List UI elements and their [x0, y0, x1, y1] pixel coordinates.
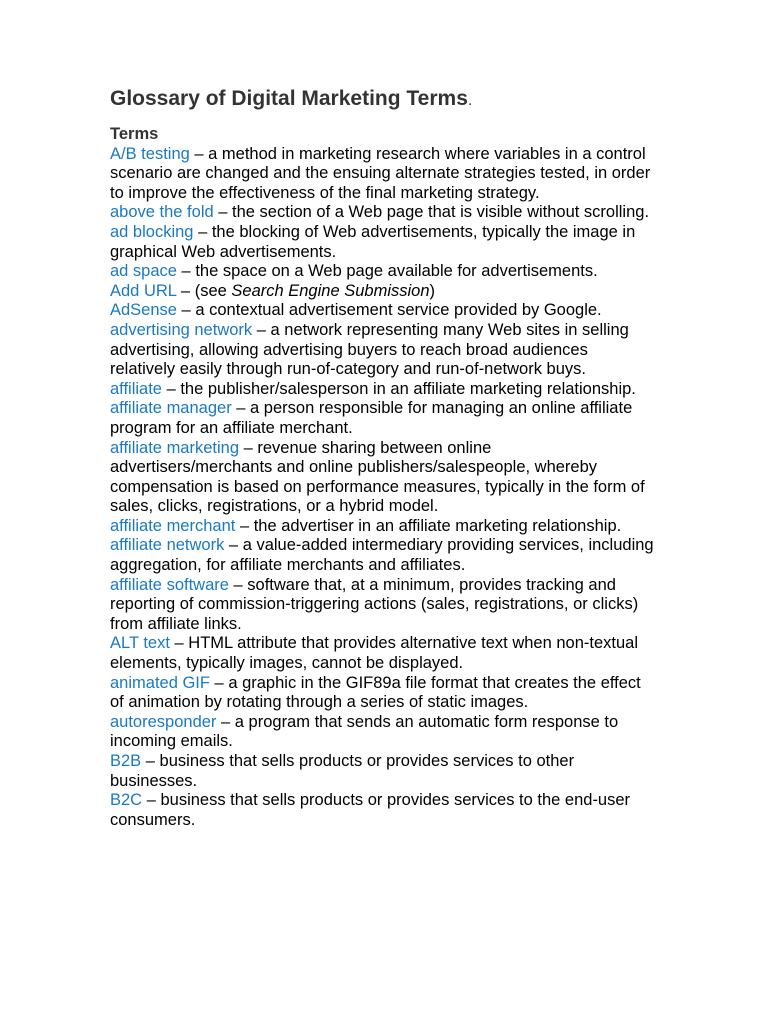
glossary-definition: HTML attribute that provides alternative text when non-textual elements, typically images, cannot be displayed. [110, 634, 638, 673]
glossary-definition: a program that sends an automatic form response to incoming emails. [110, 712, 619, 751]
glossary-entry [110, 380, 655, 400]
glossary-term-link[interactable]: affiliate network [110, 536, 225, 555]
term-separator: – [228, 575, 248, 594]
term-separator: – [176, 262, 196, 281]
definition-cross-reference: Search Engine Submission [231, 281, 430, 300]
glossary-definition: the advertiser in an affiliate marketing relationship. [253, 516, 622, 535]
term-separator: – [189, 144, 209, 163]
glossary-term-link[interactable]: A/B testing [110, 144, 190, 163]
term-separator: – [176, 281, 195, 300]
glossary-term-link[interactable]: above the fold [110, 203, 214, 222]
term-separator: – [231, 399, 251, 418]
glossary-term-link[interactable]: ALT text [110, 634, 170, 653]
term-separator: – [213, 203, 233, 222]
glossary-term-link[interactable]: AdSense [110, 301, 177, 320]
glossary-entry [110, 203, 655, 223]
glossary-term-link[interactable]: affiliate marketing [110, 438, 240, 457]
glossary-definition: business that sells products or provides services to the end-user consumers. [110, 791, 631, 829]
glossary-entry [110, 713, 655, 752]
glossary-entry [110, 282, 655, 302]
term-separator: – [142, 791, 161, 810]
definition-suffix: ) [429, 281, 436, 300]
definition-prefix: (see [194, 281, 232, 300]
glossary-term-link[interactable]: ad space [110, 262, 177, 281]
document-title-text: Glossary of Digital Marketing Terms [110, 87, 468, 110]
glossary-term-link[interactable]: affiliate manager [110, 399, 232, 418]
glossary-entry [110, 752, 655, 791]
glossary-term-link[interactable]: affiliate software [110, 575, 229, 594]
term-separator: – [193, 222, 212, 241]
glossary-entry [110, 674, 655, 713]
glossary-page [110, 84, 655, 830]
glossary-list [110, 145, 655, 831]
glossary-definition: a method in marketing research where variables in a control scenario are changed and the ensuing alternate strategies tested, in order to improve the effectiveness of the final marketing strategy. [110, 144, 651, 202]
glossary-entry [110, 145, 655, 204]
glossary-definition: the blocking of Web advertisements, typically the image in graphical Web advertisements. [110, 222, 636, 261]
glossary-definition: the publisher/salesperson in an affiliate marketing relationship. [180, 379, 636, 398]
glossary-entry [110, 517, 655, 537]
glossary-term-link[interactable]: animated GIF [110, 673, 210, 692]
term-separator: – [141, 752, 160, 770]
glossary-entry [110, 439, 655, 517]
glossary-entry [110, 262, 655, 282]
glossary-definition: the section of a Web page that is visible without scrolling. [232, 203, 650, 222]
glossary-entry [110, 399, 655, 438]
glossary-term-link[interactable]: ad blocking [110, 222, 194, 241]
term-separator: – [169, 634, 189, 653]
term-separator: – [176, 301, 196, 320]
term-separator: – [216, 712, 235, 731]
glossary-entry [110, 634, 655, 673]
glossary-definition: a network representing many Web sites in selling advertising, allowing advertising buyers to reach broad audiences relatively easily through run-of-category and run-of-network buys. [110, 320, 629, 379]
glossary-entry [110, 576, 655, 635]
glossary-definition: business that sells products or provides services to other businesses. [110, 752, 575, 790]
glossary-definition: a graphic in the GIF89a file format that creates the effect of animation by rotating through a series of static images. [110, 673, 641, 712]
term-separator: – [209, 673, 229, 692]
glossary-term-link[interactable]: advertising network [110, 320, 253, 339]
glossary-definition: a value-added intermediary providing services, including aggregation, for affiliate merchants and affiliates. [110, 536, 654, 575]
glossary-term-link[interactable]: Add URL [110, 281, 177, 300]
term-separator: – [239, 438, 258, 457]
glossary-entry [110, 223, 655, 262]
term-separator: – [252, 320, 271, 339]
glossary-entry [110, 321, 655, 380]
glossary-term-link[interactable]: autoresponder [110, 712, 217, 731]
section-heading-terms: Terms [110, 125, 159, 143]
document-title [110, 84, 655, 116]
glossary-definition: a person responsible for managing an online affiliate program for an affiliate merchant. [110, 399, 633, 437]
term-separator: – [224, 536, 243, 555]
glossary-entry [110, 791, 655, 830]
glossary-term-link[interactable]: B2B [110, 752, 142, 770]
glossary-entry [110, 536, 655, 575]
glossary-definition: revenue sharing between online advertisers/merchants and online publishers/salespeople, whereby compensation is based on performance measures, typically in the form of sales, clicks, registrations, or a hybrid model. [110, 438, 645, 516]
glossary-definition [195, 282, 435, 300]
glossary-entry [110, 301, 655, 321]
glossary-term-link[interactable]: B2C [110, 791, 143, 810]
glossary-term-link[interactable]: affiliate [110, 379, 162, 398]
glossary-definition: the space on a Web page available for advertisements. [195, 262, 598, 281]
glossary-definition: a contextual advertisement service provided by Google. [195, 301, 602, 320]
glossary-term-link[interactable]: affiliate merchant [110, 516, 236, 535]
document-title-suffix: . [467, 92, 473, 109]
glossary-definition: software that, at a minimum, provides tracking and reporting of commission-triggering actions (sales, registrations, or clicks) from affiliate links. [110, 575, 639, 633]
term-separator: – [235, 516, 254, 535]
term-separator: – [161, 379, 181, 398]
